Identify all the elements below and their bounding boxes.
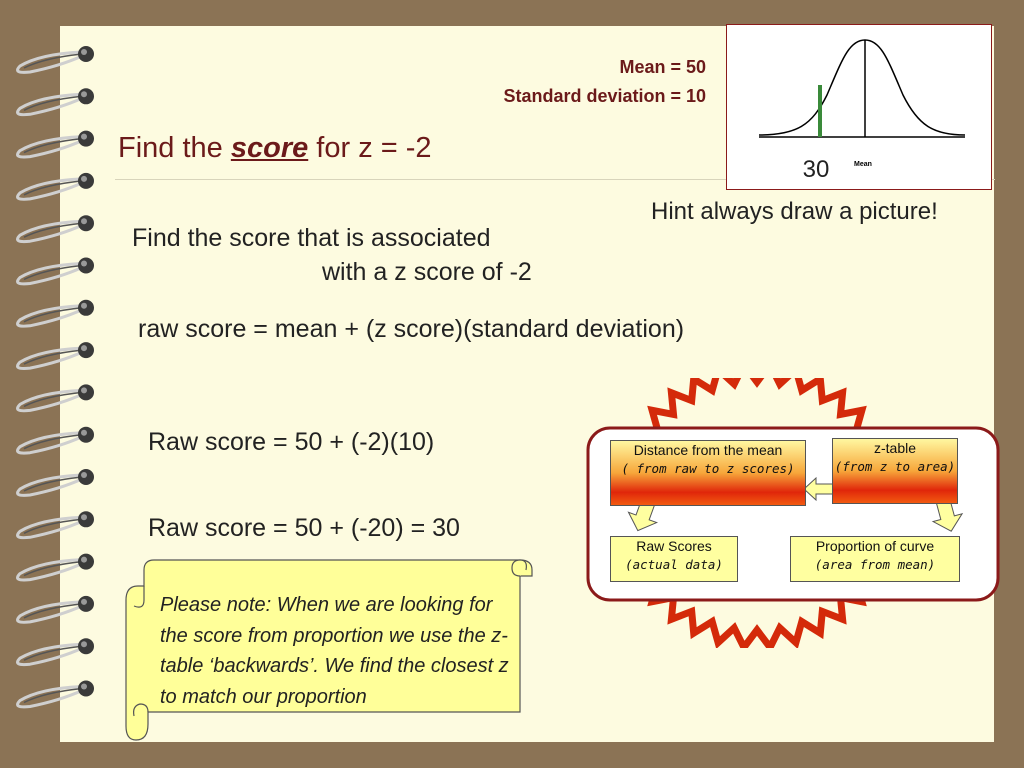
box-raw-scores-subtitle: (actual data) xyxy=(625,557,723,572)
box-proportion-subtitle: (area from mean) xyxy=(814,557,936,572)
step-2-text: Raw score = 50 + (-20) = 30 xyxy=(148,514,460,542)
spiral-ring xyxy=(18,384,94,410)
box-raw-scores-title: Raw Scores xyxy=(636,538,712,554)
spiral-ring xyxy=(18,173,94,199)
spiral-ring xyxy=(18,215,94,241)
spiral-ring xyxy=(18,638,94,664)
bell-curve-figure xyxy=(726,24,992,190)
spiral-ring xyxy=(18,681,94,707)
box-z-table xyxy=(832,438,958,504)
bell-curve-chart xyxy=(727,25,991,189)
title-suffix: for z = -2 xyxy=(308,132,432,164)
spiral-ring xyxy=(18,131,94,157)
mean-label: Mean = 50 xyxy=(619,57,706,77)
note-text: Please note: When we are looking for the score from proportion we use the z-table ‘backwards’. We find the closest z to match our proportion xyxy=(160,594,509,708)
hint-text: Hint always draw a picture! xyxy=(651,198,938,225)
formula-text: raw score = mean + (z score)(standard deviation) xyxy=(138,315,685,343)
spiral-ring xyxy=(18,300,94,326)
box-z-table-subtitle: (from z to area) xyxy=(834,459,956,474)
spiral-ring xyxy=(18,427,94,453)
spiral-ring xyxy=(18,596,94,622)
spiral-ring xyxy=(18,88,94,114)
sd-label: Standard deviation = 10 xyxy=(503,86,706,106)
marker-value-label: 30 xyxy=(789,153,843,186)
spiral-ring xyxy=(18,342,94,368)
flow-diagram xyxy=(560,378,1004,648)
intro-line-1: Find the score that is associated xyxy=(132,224,491,252)
spiral-ring xyxy=(18,469,94,495)
box-proportion-of-curve xyxy=(790,536,960,582)
intro-line-2: with a z score of -2 xyxy=(322,258,532,286)
page-title xyxy=(118,132,432,165)
spiral-ring xyxy=(18,46,94,72)
step-1-text: Raw score = 50 + (-2)(10) xyxy=(148,428,435,456)
title-prefix: Find the xyxy=(118,132,231,164)
box-distance-title: Distance from the mean xyxy=(633,442,783,458)
bell-curve xyxy=(759,40,965,135)
box-distance-subtitle: ( from raw to z scores) xyxy=(621,461,795,476)
box-z-table-title: z-table xyxy=(873,440,917,456)
box-raw-scores xyxy=(610,536,738,582)
mean-axis-label: Mean xyxy=(854,161,872,168)
spiral-binding xyxy=(0,0,110,768)
title-emphasis: score xyxy=(230,132,309,164)
spiral-ring xyxy=(18,554,94,580)
spiral-ring xyxy=(18,258,94,284)
box-proportion-title: Proportion of curve xyxy=(815,538,935,554)
box-distance-from-mean xyxy=(610,440,806,506)
spiral-ring xyxy=(18,511,94,537)
